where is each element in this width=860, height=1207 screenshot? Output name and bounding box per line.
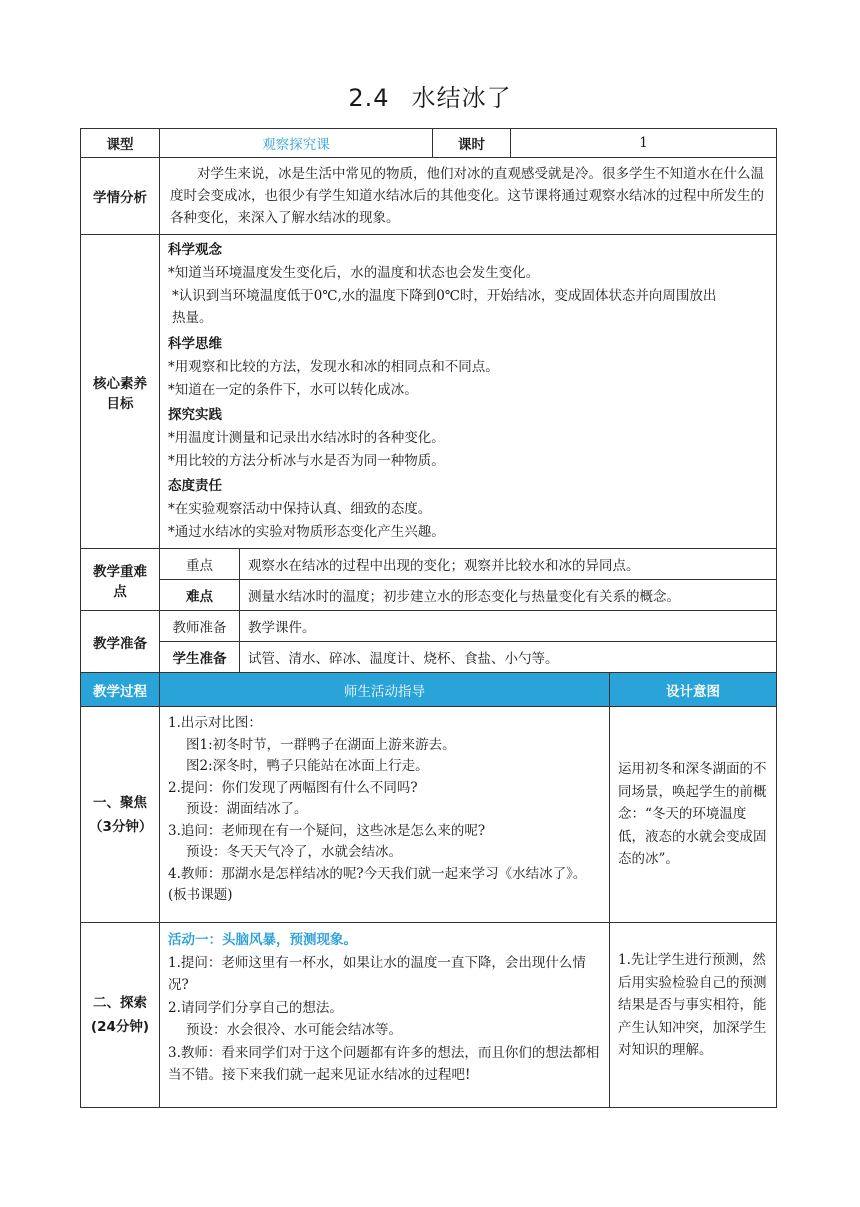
class-hours-label: 课时 [433, 129, 511, 158]
student-prep-text: 试管、清水、碎冰、温度计、烧杯、食盐、小勺等。 [240, 642, 777, 673]
stage-explore-label [81, 923, 160, 1108]
goal-item: *通过水结冰的实验对物质形态变化产生兴趣。 [168, 524, 445, 540]
process-header-intent: 设计意图 [610, 673, 777, 707]
stage-focus-time: （3分钟） [89, 818, 153, 835]
focus-line: 图2:深冬时，鸭子只能站在冰面上行走。 [186, 758, 429, 774]
stage-explore-content [160, 923, 610, 1108]
course-type-row [81, 129, 777, 158]
title-text: 水结冰了 [411, 84, 512, 112]
lesson-plan-table [80, 128, 777, 1108]
focus-line: 4.教师：那湖水是怎样结冰的呢?今天我们就一起来学习《水结冰了》。(板书课题) [168, 865, 587, 903]
goal-heading-1: 科学观念 [168, 242, 222, 258]
key-point-row [81, 549, 777, 580]
teacher-prep-row [81, 611, 777, 642]
stage-explore-row [81, 923, 777, 1108]
explore-line: 2.请同学们分享自己的想法。 [168, 999, 343, 1016]
stage-explore-name: 二、探索 [93, 995, 147, 1011]
stage-focus-row [81, 707, 777, 923]
goal-item: *知道在一定的条件下，水可以转化成冰。 [168, 382, 418, 398]
goal-item: *用温度计测量和记录出水结冰时的各种变化。 [168, 430, 445, 446]
process-header-activity: 师生活动指导 [160, 673, 610, 707]
title-number: 2.4 [348, 84, 390, 112]
stage-focus-intent: 运用初冬和深冬湖面的不同场景，唤起学生的前概念：“冬天的环境温度低，液态的水就会变成固态的冰”。 [610, 707, 777, 923]
key-points-label: 教学重难点 [81, 549, 160, 611]
stage-explore-intent: 1.先让学生进行预测，然后用实验检验自己的预测结果是否与事实相符，能产生认知冲突，加深学生对知识的理解。 [610, 923, 777, 1108]
class-hours-value: 1 [511, 129, 777, 158]
learning-analysis-label: 学情分析 [81, 158, 160, 235]
learning-analysis-row [81, 158, 777, 235]
focus-line: 图1:初冬时节，一群鸭子在湖面上游来游去。 [186, 736, 456, 753]
focus-line: 2.提问：你们发现了两幅图有什么不同吗? [168, 779, 418, 796]
process-header-row [81, 673, 777, 707]
process-header-stage: 教学过程 [81, 673, 160, 707]
explore-line: 1.提问：老师这里有一杯水，如果让水的温度一直下降，会出现什么情况? [168, 954, 586, 993]
teacher-prep-text: 教学课件。 [240, 611, 777, 642]
goal-heading-4: 态度责任 [168, 478, 222, 494]
goals-row [81, 235, 777, 549]
activity-title: 活动一：头脑风暴，预测现象。 [168, 932, 357, 948]
difficulty-row [81, 580, 777, 611]
goal-heading-3: 探究实践 [168, 407, 222, 423]
learning-analysis-text: 对学生来说，冰是生活中常见的物质，他们对冰的直观感受就是冷。很多学生不知道水在什么温度时会变成冰，也很少有学生知道水结冰后的其他变化。这节课将通过观察水结冰的过程中所发生的各种变化，来深入了解水结冰的现象。 [170, 166, 764, 226]
stage-focus-content [160, 707, 610, 923]
goals-cell [160, 235, 777, 549]
goal-item: *用比较的方法分析冰与水是否为同一种物质。 [168, 453, 445, 469]
goals-label: 核心素养目标 [81, 235, 160, 549]
stage-explore-time: (24分钟) [90, 1019, 150, 1035]
difficulty-label: 难点 [160, 580, 240, 611]
goal-item: *知道当环境温度发生变化后，水的温度和状态也会发生变化。 [168, 265, 540, 281]
prep-label: 教学准备 [81, 611, 160, 673]
goal-item: *用观察和比较的方法，发现水和冰的相同点和不同点。 [168, 359, 499, 375]
page-title [0, 78, 860, 113]
student-prep-label: 学生准备 [160, 642, 240, 673]
stage-focus-label [81, 707, 160, 923]
focus-line: 预设：湖面结冰了。 [186, 801, 308, 817]
key-point-label: 重点 [160, 549, 240, 580]
learning-analysis-cell [160, 158, 777, 235]
explore-line: 预设：水会很冷、水可能会结冰等。 [186, 1022, 402, 1038]
key-point-text: 观察水在结冰的过程中出现的变化；观察并比较水和冰的异同点。 [240, 549, 777, 580]
focus-line: 3.追问：老师现在有一个疑问，这些冰是怎么来的呢? [168, 822, 486, 839]
difficulty-text: 测量水结冰时的温度；初步建立水的形态变化与热量变化有关系的概念。 [240, 580, 777, 611]
focus-line: 预设：冬天天气冷了，水就会结冰。 [186, 844, 402, 860]
course-type-label: 课型 [81, 129, 160, 158]
explore-line: 3.教师：看来同学们对于这个问题都有许多的想法，而且你们的想法都相当不错。接下来我们就一起来见证水结冰的过程吧! [168, 1044, 600, 1083]
goal-item: *在实验观察活动中保持认真、细致的态度。 [168, 501, 432, 517]
goal-heading-2: 科学思维 [168, 336, 222, 352]
stage-focus-name: 一、聚焦 [93, 794, 147, 811]
student-prep-row [81, 642, 777, 673]
focus-line: 1.出示对比图： [168, 715, 262, 731]
course-type-value: 观察探究课 [160, 129, 433, 158]
teacher-prep-label: 教师准备 [160, 611, 240, 642]
goal-item: *认识到当环境温度低于0℃,水的温度下降到0℃时，开始结冰，变成固体状态并向周围放出热量。 [172, 288, 717, 326]
